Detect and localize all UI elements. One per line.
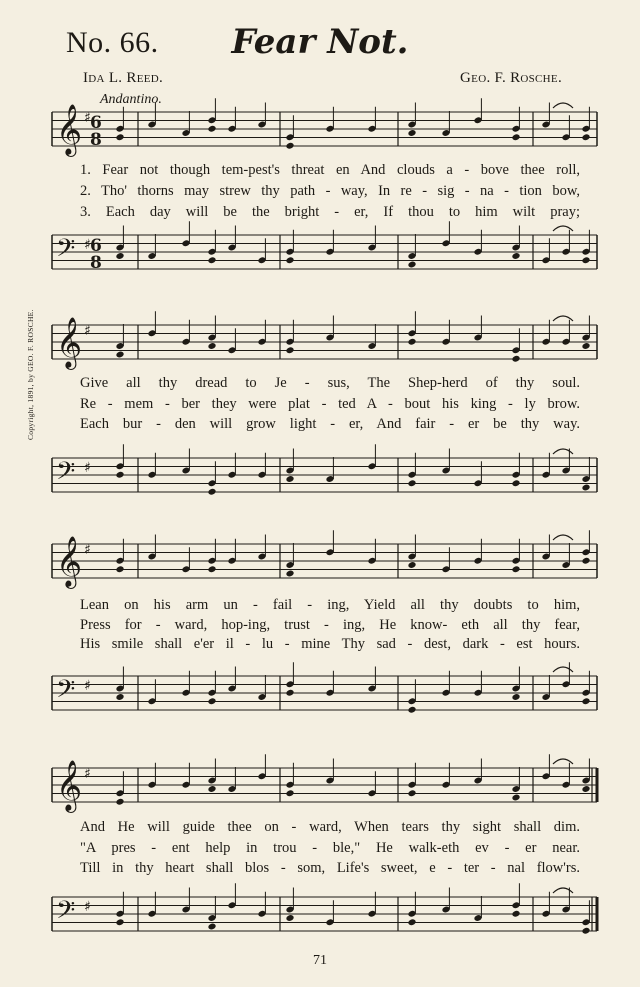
lyric-line: 1. Fear not though tem-pest's threat en And clouds a - bove thee roll, [80,162,580,178]
note-head [285,914,294,922]
bass-clef-icon: 𝄢 [56,457,76,492]
lyric-line: "A pres - ent help in trou - ble," He walk-eth ev - er near. [80,840,580,856]
composer-credit: Geo. F. Rosche. [460,70,562,86]
note-head [581,927,590,935]
lyric-line: Lean on his arm un - fail - ing, Yield all thy doubts to him, [80,597,580,613]
hymn-title: Fear Not. [231,22,409,62]
note-head [511,910,520,918]
treble-clef-icon: 𝄞 [56,760,83,811]
lyric-line: Till in thy heart shall blos - som, Life's sweet, e - ter - nal flow'rs. [80,860,580,876]
sharp-icon: ♯ [84,542,91,558]
treble-clef-icon: 𝄞 [56,104,83,155]
time-signature-denominator: 8 [90,253,102,273]
time-signature-numerator: 6 [90,236,102,256]
sharp-icon: ♯ [84,766,91,782]
time-signature-denominator: 8 [90,130,102,150]
fermata-icon [553,888,573,893]
sharp-icon: ♯ [84,899,91,915]
time-signature-numerator: 6 [90,113,102,133]
bass-clef-icon: 𝄢 [56,896,76,931]
note-head [407,918,416,926]
lyric-line: His smile shall e'er il - lu - mine Thy sad - dest, dark - est hours. [80,636,580,652]
hymn-number: No. 66. [66,26,159,59]
sharp-icon: ♯ [84,237,91,253]
sharp-icon: ♯ [84,460,91,476]
treble-clef-icon: 𝄞 [56,536,83,587]
bass-clef-icon: 𝄢 [56,675,76,710]
note-head [207,923,216,931]
author-credit: Ida L. Reed. [83,70,164,86]
lyric-line: 3. Each day will be the bright - er, If thou to him wilt pray; [80,204,580,220]
lyric-line: Press for - ward, hop-ing, trust - ing, He know- eth all thy fear, [80,617,580,633]
copyright-notice: Copyright, 1891, by GEO. F. ROSCHE. [26,309,35,440]
lyric-line: Each bur - den will grow light - er, And fair - er be thy way. [80,416,580,432]
bass-clef-icon: 𝄢 [56,234,76,269]
lyric-line: Re - mem - ber they were plat - ted A - bout his king - ly brow. [80,396,580,412]
sharp-icon: ♯ [84,678,91,694]
note-head [115,918,124,926]
page-number: 71 [313,953,327,968]
lyric-line: And He will guide thee on - ward, When tears thy sight shall dim. [80,819,580,835]
sharp-icon: ♯ [84,110,91,126]
sharp-icon: ♯ [84,323,91,339]
treble-clef-icon: 𝄞 [56,317,83,368]
lyric-line: Give all thy dread to Je - sus, The Shep-herd of thy soul. [80,375,580,391]
lyric-line: 2. Tho' thorns may strew thy path - way, In re - sig - na - tion bow, [80,183,580,199]
tempo-marking: Andantino. [100,92,162,107]
